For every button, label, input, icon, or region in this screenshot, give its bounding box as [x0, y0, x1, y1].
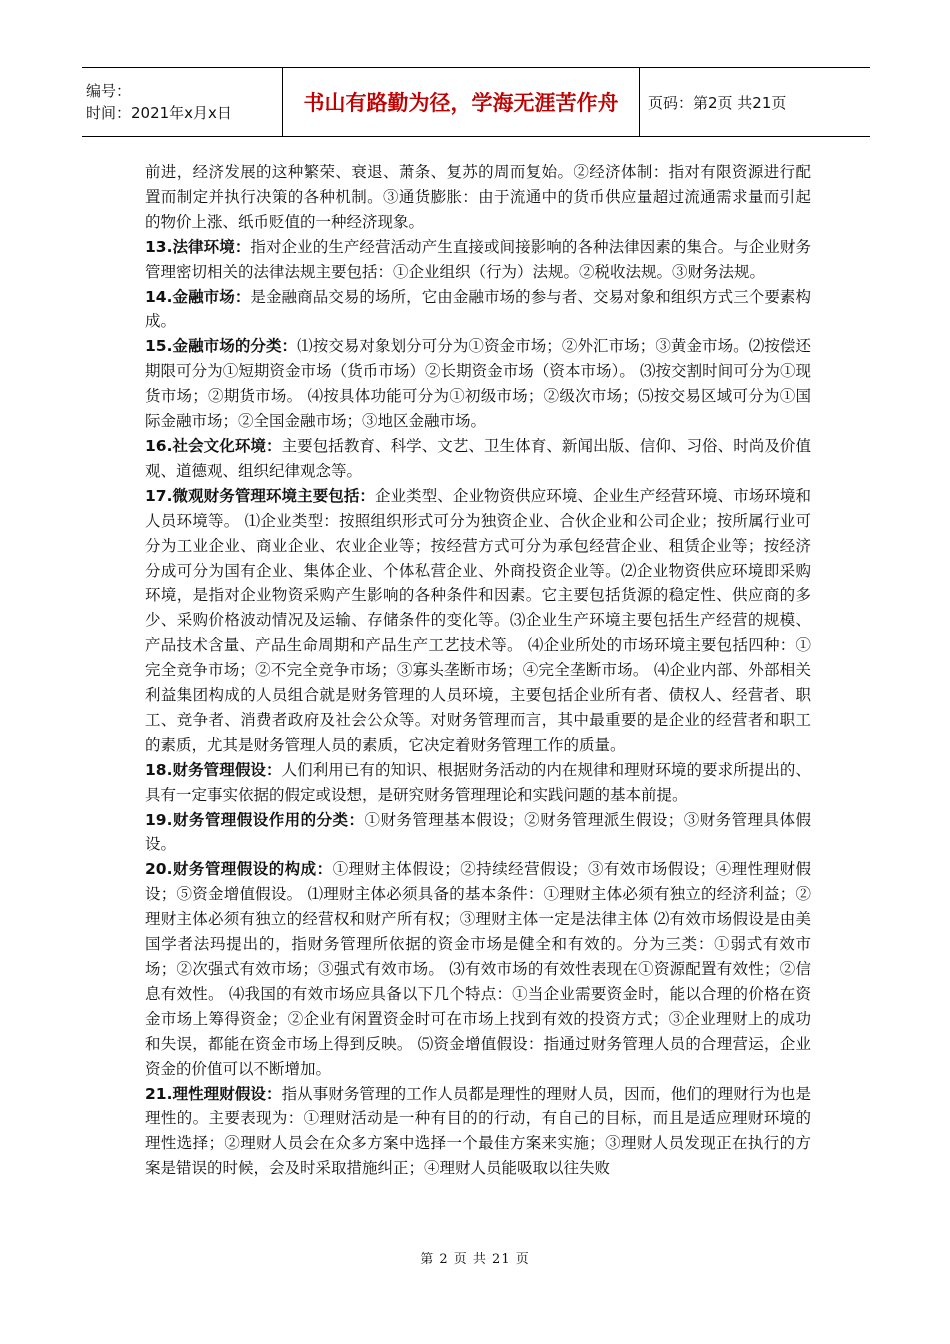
definition-paragraph	[145, 808, 811, 858]
page-header	[82, 67, 870, 137]
definition-term: 15.金融市场的分类：	[145, 337, 298, 356]
definition-paragraph	[145, 484, 811, 758]
definition-paragraph	[145, 235, 811, 285]
definition-text: 是金融商品交易的场所，它由金融市场的参与者、交易对象和组织方式三个要素构成。	[145, 287, 811, 331]
definition-paragraph	[145, 334, 811, 434]
definition-paragraph	[145, 1082, 811, 1182]
definition-text: 企业类型、企业物资供应环境、企业生产经营环境、市场环境和人员环境等。 ⑴企业类型：按照组织形式可分为独资企业、合伙企业和公司企业；按所属行业可分为工业企业、商业企业、农业企业等；按经营方式可分为承包经营企业、租赁企业等；按经济分成可分为国有企业、集体企业、个体私营企业、外商投资企业等。⑵企业物资供应环境即采购环境，是指对企业物资采购产生影响的各种条件和因素。它主要包括货源的稳定性、供应商的多少、采购价格波动情况及运输、存储条件的变化等。⑶企业生产环境主要包括生产经营的规模、产品技术含量、产品生命周期和产品生产工艺技术等。 ⑷企业所处的市场环境主要包括四种：①完全竞争市场；②不完全竞争市场；③寡头垄断市场；④完全垄断市场。 ⑷企业内部、外部相关利益集团构成的人员组合就是财务管理的人员环境，主要包括企业所有者、债权人、经营者、职工、竞争者、消费者政府及社会公众等。对财务管理而言，其中最重要的是企业的经营者和职工的素质，尤其是财务管理人员的素质，它决定着财务管理工作的质量。	[145, 486, 811, 754]
document-number-label: 编号：	[86, 82, 132, 100]
header-meta	[82, 68, 282, 136]
definition-term: 21.理性理财假设：	[145, 1084, 282, 1103]
definition-text: 主要包括教育、科学、文艺、卫生体育、新闻出版、信仰、习俗、时尚及价值观、道德观、组织纪律观念等。	[145, 436, 811, 480]
definition-text: ①财务管理基本假设；②财务管理派生假设；③财务管理具体假设。	[145, 810, 811, 854]
definition-text: 指对企业的生产经营活动产生直接或间接影响的各种法律因素的集合。与企业财务管理密切相关的法律法规主要包括：①企业组织（行为）法规。②税收法规。③财务法规。	[145, 237, 811, 281]
header-motto: 书山有路勤为径，学海无涯苦作舟	[282, 68, 640, 136]
definition-text: 人们利用已有的知识、根据财务活动的内在规律和理财环境的要求所提出的、具有一定事实依据的假定或设想，是研究财务管理理论和实践问题的基本前提。	[145, 760, 811, 804]
definition-term: 18.财务管理假设：	[145, 760, 282, 779]
definition-paragraph	[145, 758, 811, 808]
definition-paragraph	[145, 285, 811, 335]
definition-term: 17.微观财务管理环境主要包括：	[145, 486, 375, 505]
definition-paragraph	[145, 857, 811, 1081]
page-footer: 第 2 页 共 21 页	[420, 1252, 530, 1267]
definition-text: ①理财主体假设；②持续经营假设；③有效市场假设；④理性理财假设；⑤资金增值假设。 ⑴理财主体必须具备的基本条件：①理财主体必须有独立的经济利益；②理财主体必须有独立的经营权和财产所有权；③理财主体一定是法律主体 ⑵有效市场假设是由美国学者法玛提出的，指财务管理所依据的资金市场是健全和有效的。分为三类：①弱式有效市场；②次强式有效市场；③强式有效市场。 ⑶有效市场的有效性表现在①资源配置有效性；②信息有效性。 ⑷我国的有效市场应具备以下几个特点：①当企业需要资金时，能以合理的价格在资金市场上筹得资金；②企业有闲置资金时可在市场上找到有效的投资方式；③企业理财上的成功和失误，都能在资金市场上得到反映。 ⑸资金增值假设：指通过财务管理人员的合理营运，企业资金的价值可以不断增加。	[145, 860, 811, 1078]
definition-term: 14.金融市场：	[145, 287, 251, 306]
header-page-number: 页码：第2页 共21页	[648, 93, 787, 112]
intro-paragraph: 前进，经济发展的这种繁荣、衰退、萧条、复苏的周而复始。②经济体制：指对有限资源进行配置而制定并执行决策的各种机制。③通货膨胀：由于流通中的货币供应量超过流通需求量而引起的物价上涨、纸币贬值的一种经济现象。	[145, 163, 811, 231]
definition-paragraph	[145, 434, 811, 484]
definition-term: 13.法律环境：	[145, 237, 251, 256]
document-time-label: 时间：2021年x月x日	[86, 104, 232, 122]
definition-term: 16.社会文化环境：	[145, 436, 282, 455]
definition-term: 20.财务管理假设的构成：	[145, 860, 333, 879]
definition-term: 19.财务管理假设作用的分类：	[145, 810, 365, 829]
definition-text: ⑴按交易对象划分可分为①资金市场；②外汇市场；③黄金市场。⑵按偿还期限可分为①短期资金市场（货币市场）②长期资金市场（资本市场）。 ⑶按交割时间可分为①现货市场；②期货市场。 ⑷按具体功能可分为①初级市场；②级次市场；⑸按交易区域可分为①国际金融市场；②全国金融市场；③地区金融市场。	[145, 337, 811, 431]
definition-text: 指从事财务管理的工作人员都是理性的理财人员，因而，他们的理财行为也是理性的。主要表现为：①理财活动是一种有目的的行动，有自己的目标，而且是适应理财环境的理性选择；②理财人员会在众多方案中选择一个最佳方案来实施；③理财人员发现正在执行的方案是错误的时候，会及时采取措施纠正；④理财人员能吸取以往失败	[145, 1084, 811, 1178]
document-body	[145, 160, 811, 1181]
